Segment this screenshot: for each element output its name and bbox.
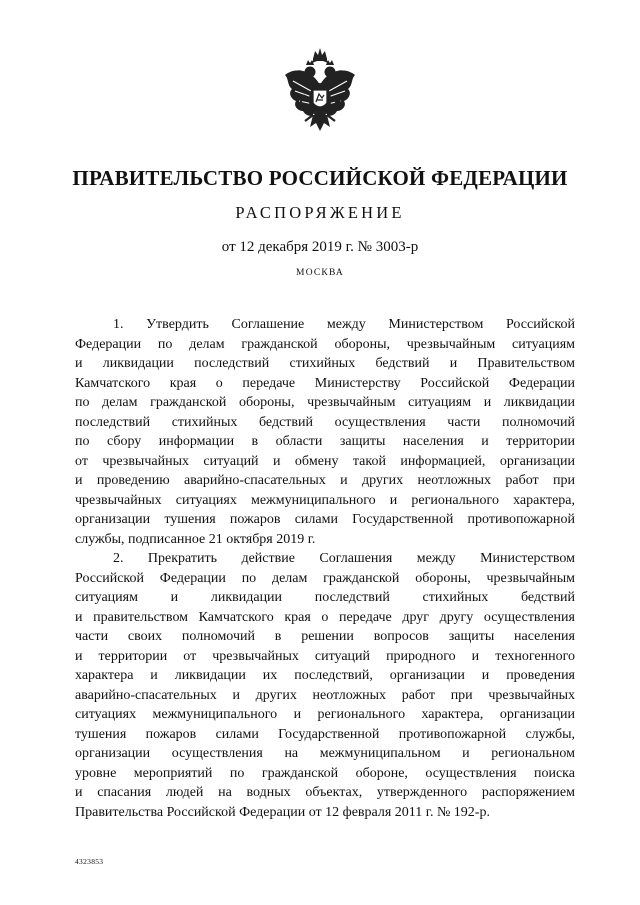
russian-coat-of-arms-icon [275, 45, 365, 145]
document-date-number: от 12 декабря 2019 г. № 3003-р [221, 239, 419, 255]
paragraph-2-line: и территории от чрезвычайных ситуаций природного и техногенного [75, 648, 575, 664]
paragraph-2-line: 2. Прекратить действие Соглашения между Министерством [113, 551, 575, 566]
paragraph-1-line: 1. Утвердить Соглашение между Министерством Российской [113, 317, 575, 332]
paragraph-2-line: тушения пожаров силами Государственной противопожарной службы, [75, 726, 575, 742]
paragraph-2-line: Правительства Российской Федерации от 12 февраля 2011 г. № 192-р. [75, 804, 490, 820]
paragraph-1-line: чрезвычайных ситуациях межмуниципального и регионального характера, [75, 492, 575, 508]
paragraph-2-line: и спасания людей на водных объектах, утвержденного распоряжением [75, 785, 575, 800]
paragraph-1-line: службы, подписанное 21 октября 2019 г. [75, 531, 316, 547]
document-body [75, 315, 575, 822]
paragraph-1-line: и ликвидации последствий стихийных бедствий и Правительством [75, 356, 575, 371]
government-title: ПРАВИТЕЛЬСТВО РОССИЙСКОЙ ФЕДЕРАЦИИ [72, 166, 568, 190]
document-code: 4323853 [75, 857, 104, 866]
paragraph-1-line: организации тушения пожаров силами Государственной противопожарной [75, 512, 575, 527]
paragraph-1-line: последствий стихийных бедствий осуществления части полномочий [75, 414, 575, 430]
paragraph-2-line: части своих полномочий в решении вопросов защиты населения [75, 629, 575, 644]
paragraph-2-line: аварийно-спасательных и других неотложных работ при чрезвычайных [75, 687, 575, 703]
paragraph-1-line: по делам гражданской обороны, чрезвычайным ситуациям и ликвидации [75, 395, 575, 410]
paragraph-2-line: уровне мероприятий по гражданской обороне, осуществления поиска [75, 765, 575, 781]
paragraph-2-line: Российской Федерации по делам гражданской обороны, чрезвычайным [75, 570, 575, 586]
paragraph-2-line: ситуациях межмуниципального и регионального характера, организации [75, 707, 575, 722]
paragraph-2-line: характера и ликвидации их последствий, организации и проведения [75, 668, 575, 683]
paragraph-1-line: от чрезвычайных ситуаций и обмену такой информацией, организации [75, 453, 575, 469]
paragraph-2-line: и правительством Камчатского края о передаче друг другу осуществления [75, 609, 575, 625]
document-city: МОСКВА [296, 268, 344, 278]
paragraph-2-line: организации осуществления на межмуниципальном и региональном [75, 746, 575, 761]
paragraph-1-line: Камчатского края о передаче Министерству Российской Федерации [75, 375, 575, 391]
paragraph-1-line: и проведению аварийно-спасательных и других неотложных работ при [75, 473, 575, 488]
paragraph-1-line: по сбору информации в области защиты населения и территории [75, 434, 575, 449]
paragraph-1-line: Федерации по делам гражданской обороны, чрезвычайным ситуациям [75, 336, 575, 352]
paragraph-2-line: ситуациям и ликвидации последствий стихийных бедствий [75, 590, 575, 605]
document-type: РАСПОРЯЖЕНИЕ [235, 203, 405, 222]
